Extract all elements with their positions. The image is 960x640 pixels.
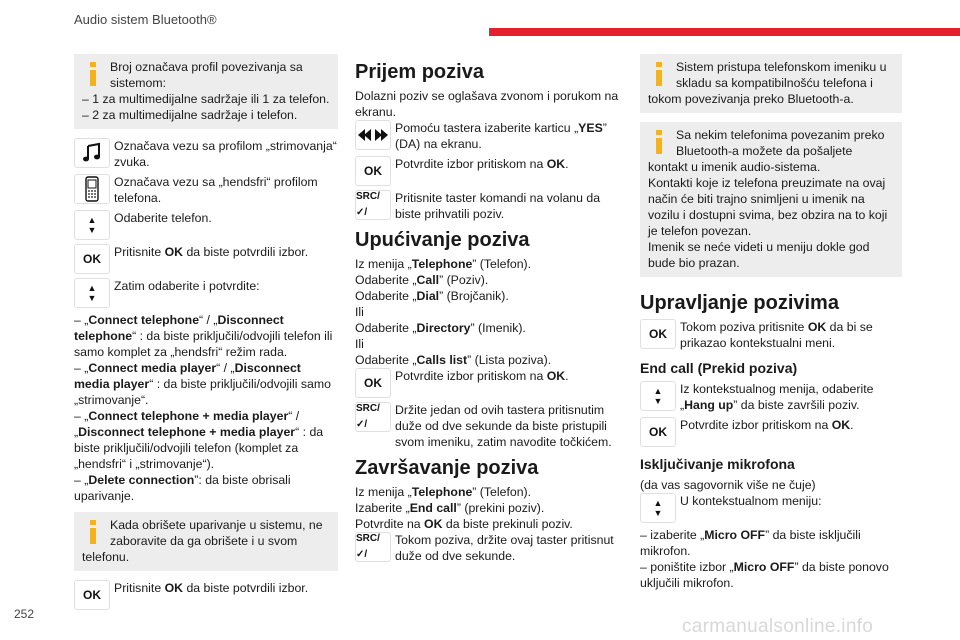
phone-icon	[74, 174, 110, 204]
paragraph: – „Delete connection”: da biste obrisali uparivanje.	[74, 473, 291, 503]
section-heading: Upravljanje pozivima	[640, 292, 839, 314]
ok-button-icon: OK	[355, 368, 391, 398]
steering-src-button-icon: SRC/✓/	[355, 402, 391, 432]
icon-row	[640, 381, 902, 413]
paragraph: – poništite izbor „Micro OFF” da biste ponovo uključili mikrofon.	[640, 560, 889, 590]
icon-row	[355, 190, 620, 222]
info-note	[640, 122, 902, 277]
up-down-arrows-icon: ▲ ▼	[74, 210, 110, 240]
info-note	[640, 54, 902, 113]
paragraph: (da vas sagovornik više ne čuje)	[640, 478, 816, 492]
row-text: Označava vezu sa „hendsfri“ profilom telefona.	[114, 175, 318, 205]
column-right	[640, 54, 902, 591]
ok-button-icon: OK	[74, 580, 110, 610]
note-text: Broj označava profil povezivanja sa sistemom:	[110, 60, 303, 90]
section-heading: Upućivanje poziva	[355, 229, 530, 251]
paragraph: Odaberite „Calls list” (Lista poziva).	[355, 353, 552, 367]
paragraph: – izaberite „Micro OFF” da biste isključili mikrofon.	[640, 528, 861, 558]
paragraph: – „Connect telephone + media player“ / „Disconnect telephone + media player“ : da biste priključili/odvojili telefon (komplet za „hendsfri“ i „strimovanje“).	[74, 409, 324, 471]
column-left	[74, 54, 338, 614]
paragraph: Iz menija „Telephone” (Telefon).	[355, 485, 532, 499]
row-text: Potvrdite izbor pritiskom na OK.	[680, 418, 854, 432]
icon-row	[355, 402, 620, 450]
row-text: Zatim odaberite i potvrdite:	[114, 279, 260, 293]
paragraph: – „Connect telephone“ / „Disconnect telephone“ : da biste priključili/odvojili telefon ili samo komplet za „hendsfri“ režim rada.	[74, 313, 333, 359]
icon-row	[355, 156, 620, 186]
icon-row	[640, 493, 902, 523]
paragraph: – „Connect media player“ / „Disconnect media player“ : da biste priključili/odvojili samo „strimovanje“.	[74, 361, 331, 407]
info-icon	[82, 59, 110, 91]
note-text: Kada obrišete uparivanje u sistemu, ne zaboravite da ga obrišete i u svom telefonu.	[82, 518, 323, 564]
music-note-icon	[74, 138, 110, 168]
paragraph: Odaberite „Dial” (Brojčanik).	[355, 289, 509, 303]
icon-row	[74, 580, 338, 610]
note-text: – 1 za multimedijalne sadržaje ili 1 za telefon.	[82, 92, 330, 106]
row-text: Pritisnite taster komandi na volanu da biste prihvatili poziv.	[395, 191, 601, 221]
paragraph: Potvrdite na OK da biste prekinuli poziv.	[355, 517, 573, 531]
info-icon	[648, 59, 676, 91]
note-text: – 2 za multimedijalne sadržaje i telefon.	[82, 108, 298, 122]
icon-row	[74, 244, 338, 274]
row-text: Tokom poziva, držite ovaj taster pritisnut duže od dve sekunde.	[395, 533, 614, 563]
paragraph: Ili	[355, 337, 364, 351]
info-icon	[82, 517, 110, 549]
row-text: Pritisnite OK da biste potvrdili izbor.	[114, 581, 309, 595]
icon-row	[355, 532, 620, 564]
header-accent-bar	[489, 28, 960, 36]
note-text: Sistem pristupa telefonskom imeniku u skladu sa kompatibilnošću telefona i tokom povezivanja preko Bluetooth-a.	[648, 60, 887, 106]
subsection-heading: End call (Prekid poziva)	[640, 360, 798, 376]
row-text: Potvrdite izbor pritiskom na OK.	[395, 369, 569, 383]
icon-row	[74, 278, 338, 308]
watermark: carmanualsonline.info	[682, 616, 874, 637]
icon-row	[74, 210, 338, 240]
icon-row	[640, 417, 902, 447]
section-heading: Završavanje poziva	[355, 457, 539, 479]
note-text: Sa nekim telefonima povezanim preko Bluetooth-a možete da pošaljete kontakt u imenik audio-sistema.	[648, 128, 885, 174]
row-text: Iz kontekstualnog menija, odaberite „Hang up” da biste završili poziv.	[680, 382, 874, 412]
icon-row	[355, 120, 620, 152]
icon-row	[640, 319, 902, 351]
row-text: Odaberite telefon.	[114, 211, 212, 225]
steering-src-button-icon: SRC/✓/	[355, 190, 391, 220]
paragraph: Dolazni poziv se oglašava zvonom i porukom na ekranu.	[355, 89, 619, 119]
info-note	[74, 512, 338, 571]
ok-button-icon: OK	[355, 156, 391, 186]
seek-arrows-icon	[355, 120, 391, 150]
up-down-arrows-icon: ▲ ▼	[640, 381, 676, 411]
icon-row	[74, 138, 338, 170]
row-text: Potvrdite izbor pritiskom na OK.	[395, 157, 569, 171]
paragraph: Odaberite „Directory” (Imenik).	[355, 321, 526, 335]
info-icon	[648, 127, 676, 159]
icon-row	[355, 368, 620, 398]
row-text: Pomoću tastera izaberite karticu „YES” (DA) na ekranu.	[395, 121, 607, 151]
paragraph: Izaberite „End call” (prekini poziv).	[355, 501, 545, 515]
paragraph: Ili	[355, 305, 364, 319]
page-number: 252	[14, 607, 35, 621]
row-text: Pritisnite OK da biste potvrdili izbor.	[114, 245, 309, 259]
row-text: U kontekstualnom meniju:	[680, 494, 822, 508]
info-note	[74, 54, 338, 129]
column-middle	[355, 54, 620, 568]
ok-button-icon: OK	[74, 244, 110, 274]
section-heading: Prijem poziva	[355, 61, 484, 83]
row-text: Tokom poziva pritisnite OK da bi se prikazao kontekstualni meni.	[680, 320, 873, 350]
row-text: Držite jedan od ovih tastera pritisnutim duže od dve sekunde da biste pristupili svom imeniku, zatim navodite točkićem.	[395, 403, 612, 449]
up-down-arrows-icon: ▲ ▼	[640, 493, 676, 523]
paragraph: Odaberite „Call” (Poziv).	[355, 273, 489, 287]
note-text: Imenik se neće videti u meniju dokle god bude bio prazan.	[648, 240, 870, 270]
note-text: Kontakti koje iz telefona preuzimate na ovaj način će biti trajno snimljeni u imenik na vozilu i dostupni svima, bez obzira na to koji je telefon povezan.	[648, 176, 888, 238]
row-text: Označava vezu sa profilom „strimovanja“ zvuka.	[114, 139, 337, 169]
ok-button-icon: OK	[640, 319, 676, 349]
icon-row	[74, 174, 338, 206]
steering-src-button-icon: SRC/✓/	[355, 532, 391, 562]
paragraph: Iz menija „Telephone” (Telefon).	[355, 257, 532, 271]
subsection-heading: Isključivanje mikrofona	[640, 456, 795, 472]
up-down-arrows-icon: ▲ ▼	[74, 278, 110, 308]
page-header-title: Audio sistem Bluetooth®	[74, 12, 217, 27]
ok-button-icon: OK	[640, 417, 676, 447]
